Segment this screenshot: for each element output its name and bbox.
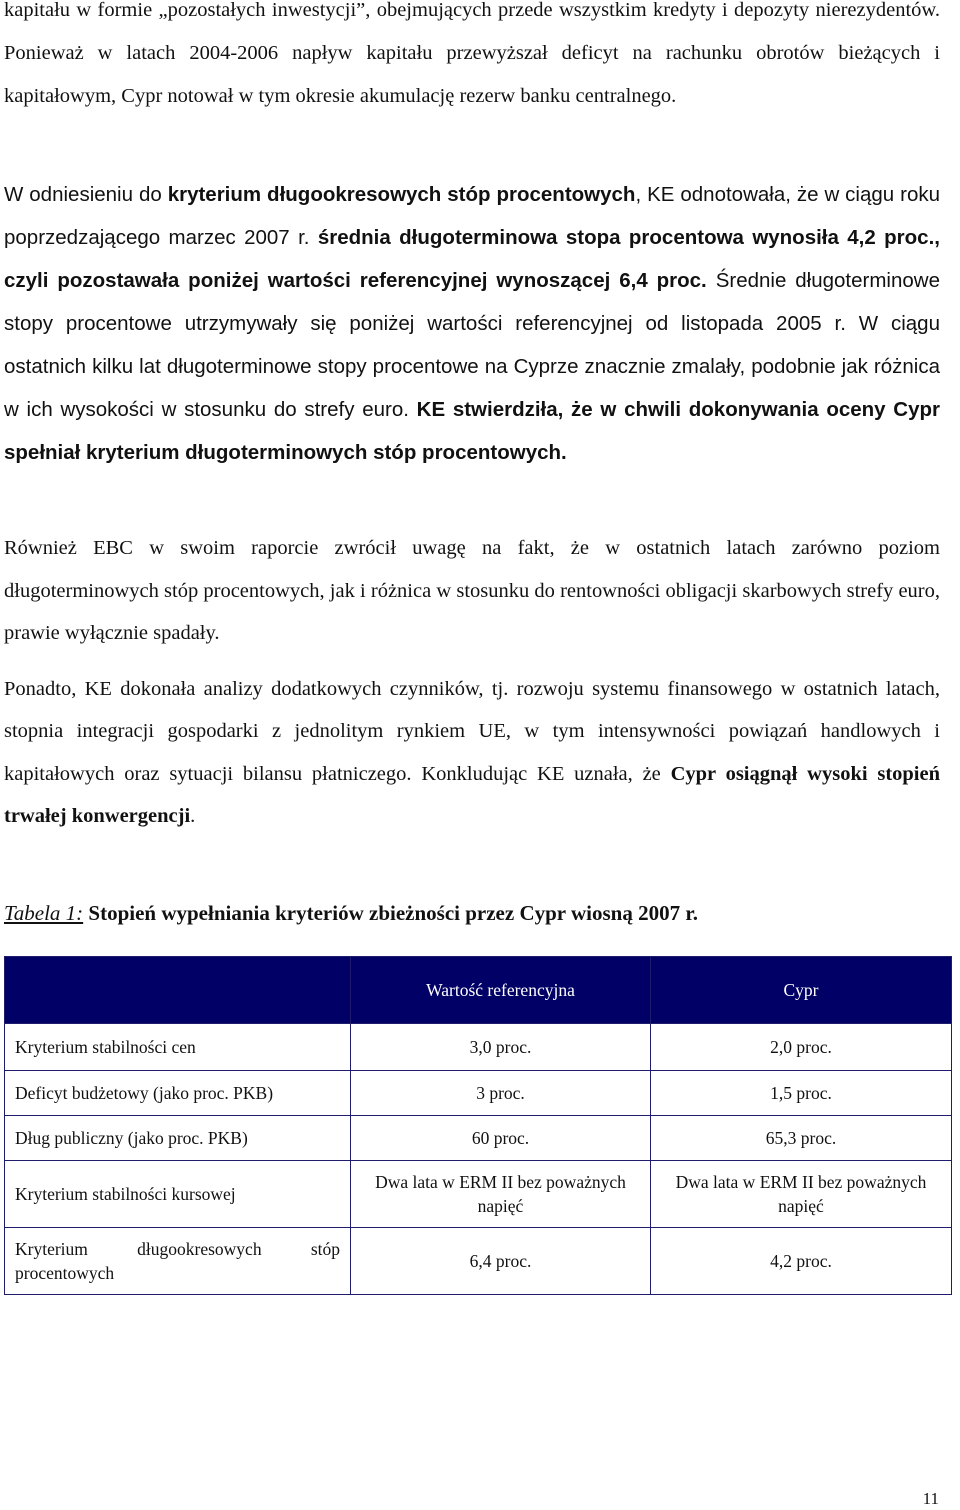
text-segment: .: [190, 804, 196, 827]
cyprus-cell: Dwa lata w ERM II bez poważnych napięć: [651, 1161, 952, 1228]
header-cell-cyprus: Cypr: [651, 957, 952, 1024]
paragraph-capital-flows: kapitału w formie „pozostałych inwestycji”, obejmujących przede wszystkim kredyty i depozyty nierezydentów. Ponieważ w latach 2004-2006 napływ kapitału przewyższał deficyt na rachunku obrotów bieżących i kapitałowym, Cypr notował w tym okresie akumulację rezerw banku centralnego.: [4, 0, 940, 107]
paragraph-interest-rates: [4, 173, 940, 474]
table-caption-text: Stopień wypełniania kryteriów zbieżności przez Cypr wiosną 2007 r.: [83, 901, 698, 925]
paragraph-additional-factors: [4, 668, 940, 837]
criterion-cell: Kryterium długookresowych stóp procentowych: [5, 1228, 351, 1295]
header-cell-empty: [5, 957, 351, 1024]
cyprus-cell: 4,2 proc.: [651, 1228, 952, 1295]
bold-average-rate: średnia długoterminowa stopa procentowa wynosiła 4,2 proc.: [317, 226, 935, 249]
criteria-table: [4, 956, 952, 1295]
reference-cell: Dwa lata w ERM II bez poważnych napięć: [351, 1161, 651, 1228]
bold-reference-value: , czyli pozostawała poniżej wartości referencyjnej wynoszącej 6,4 proc.: [4, 226, 940, 292]
criterion-cell: Dług publiczny (jako proc. PKB): [5, 1116, 351, 1161]
bold-conclusion: KE stwierdziła, że w chwili dokonywania oceny Cypr spełniał kryterium długoterminowych stóp procentowych.: [4, 398, 940, 464]
table-row: [5, 1161, 952, 1228]
text-segment: Ponadto, KE dokonała analizy dodatkowych czynników, tj. rozwoju systemu finansowego w ostatnich latach, stopnia integracji gospodarki z jednolitym rynkiem UE, w tym intensywności powiązań handlowych i kapitałowych oraz sytuacji bilansu płatniczego. Konkludując KE uznała, że: [4, 678, 940, 785]
cyprus-cell: 65,3 proc.: [651, 1116, 952, 1161]
text-segment: W odniesieniu do: [4, 183, 168, 206]
text-segment: , KE odnotowała, że w ciągu roku poprzedzającego marzec 2007 r.: [4, 183, 940, 249]
bold-criterion: kryterium długookresowych stóp procentowych: [167, 183, 636, 206]
text-segment: Średnie długoterminowe stopy procentowe utrzymywały się poniżej wartości referencyjnej od listopada 2005 r. W ciągu ostatnich kilku lat długoterminowe stopy procentowe na Cyprze znacznie zmalały, podobnie jak różnica w ich wysokości w stosunku do strefy euro.: [4, 269, 940, 421]
bold-convergence: Cypr osiągnął wysoki stopień trwałej konwergencji: [4, 762, 940, 827]
paragraph-ecb-report: Również EBC w swoim raporcie zwrócił uwagę na fakt, że w ostatnich latach zarówno poziom długoterminowych stóp procentowych, jak i różnica w stosunku do rentowności obligacji skarbowych strefy euro, prawie wyłącznie spadały.: [4, 537, 940, 644]
table-row: [5, 1228, 952, 1295]
table-row: [5, 1071, 952, 1116]
reference-cell: 3 proc.: [351, 1071, 651, 1116]
header-cell-reference-value: Wartość referencyjna: [351, 957, 651, 1024]
cyprus-cell: 1,5 proc.: [651, 1071, 952, 1116]
table-row: [5, 1024, 952, 1071]
criterion-cell: Kryterium stabilności kursowej: [5, 1161, 351, 1228]
table-caption-label: Tabela 1:: [4, 901, 84, 925]
table-caption: [4, 898, 698, 928]
reference-cell: 6,4 proc.: [351, 1228, 651, 1295]
reference-cell: 3,0 proc.: [351, 1024, 651, 1071]
reference-cell: 60 proc.: [351, 1116, 651, 1161]
table-row: [5, 1116, 952, 1161]
criterion-cell: Deficyt budżetowy (jako proc. PKB): [5, 1071, 351, 1116]
criterion-cell: Kryterium stabilności cen: [5, 1024, 351, 1071]
page-number: 11: [922, 1489, 939, 1508]
cyprus-cell: 2,0 proc.: [651, 1024, 952, 1071]
table-header-row: [5, 957, 952, 1024]
